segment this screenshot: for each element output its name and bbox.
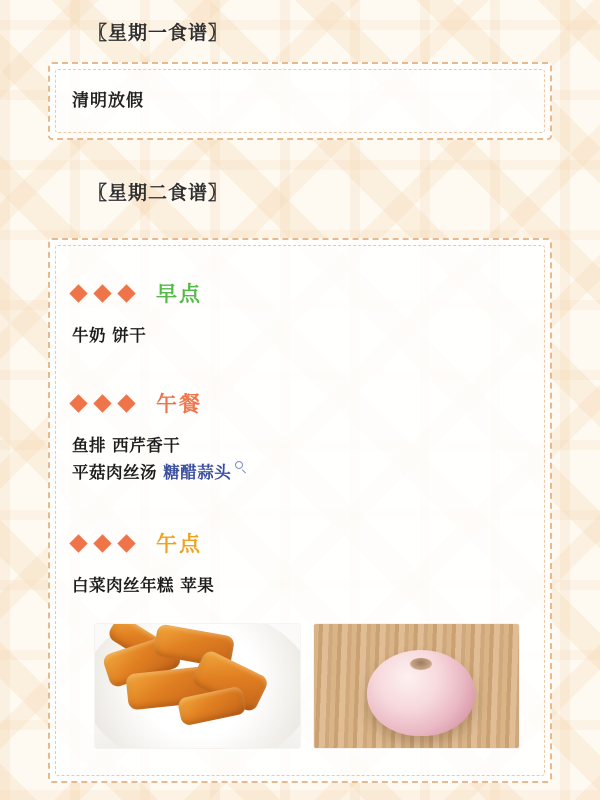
lunch-items (72, 432, 528, 486)
meal-section-breakfast (72, 278, 528, 349)
lunch-items-plain: 平菇肉丝汤 (72, 463, 164, 482)
apple-stem (419, 659, 423, 668)
breakfast-header (72, 278, 528, 308)
monday-card (48, 62, 552, 140)
afternoon-snack-items (72, 572, 528, 599)
breakfast-items-text: 牛奶 饼干 (72, 326, 147, 345)
monday-holiday-note: 清明放假 (72, 91, 144, 111)
apple-photo (314, 624, 519, 748)
breakfast-label: 早点 (156, 282, 202, 306)
photo-row (95, 624, 519, 748)
meal-section-afternoon-snack (72, 528, 528, 599)
diamond-icon (93, 534, 111, 552)
diamond-icon (69, 284, 87, 302)
diamond-icon (93, 284, 111, 302)
diamond-icon (93, 394, 111, 412)
plate-shape (95, 624, 300, 748)
lunch-label: 午餐 (156, 392, 202, 416)
monday-title: 〖星期一食谱〗 (88, 22, 229, 44)
breakfast-items (72, 322, 528, 349)
afternoon-snack-label: 午点 (156, 532, 202, 556)
tuesday-title: 〖星期二食谱〗 (88, 182, 229, 204)
afternoon-snack-items-text: 白菜肉丝年糕 苹果 (72, 576, 215, 595)
lunch-header (72, 388, 528, 418)
diamond-icon (117, 284, 135, 302)
diamond-icon (117, 394, 135, 412)
lunch-items-line2 (72, 459, 528, 486)
lunch-items-highlighted[interactable]: 糖醋蒜头 (163, 463, 232, 482)
tuesday-card (48, 238, 552, 783)
fried-fish-photo (95, 624, 300, 748)
diamond-icon (117, 534, 135, 552)
meal-section-lunch (72, 388, 528, 486)
apple-shape (367, 650, 475, 736)
diamond-icon (69, 534, 87, 552)
search-icon[interactable] (235, 461, 248, 474)
lunch-items-line1: 鱼排 西芹香干 (72, 436, 181, 455)
afternoon-snack-header (72, 528, 528, 558)
diamond-icon (69, 394, 87, 412)
